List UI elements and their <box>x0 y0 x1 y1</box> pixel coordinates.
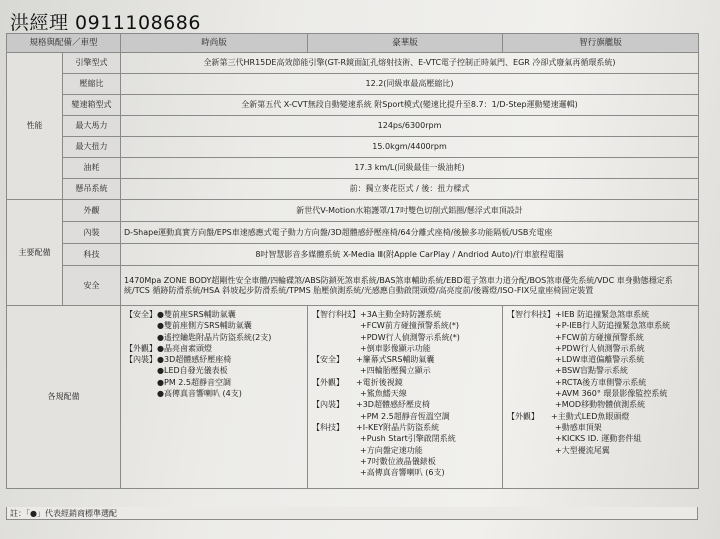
row-label: 最大馬力 <box>63 116 121 137</box>
equipment-item: +FCW前方碰撞預警系統 <box>507 332 644 342</box>
equipment-item: 【外觀】●晶亮鹵素頭燈 <box>125 343 212 353</box>
row-value: 全新第三代HR15DE高效節能引擎(GT-R鏡面缸孔熔射技術、E-VTC電子控制正時氣門、EGR 冷卻式廢氣再循環系統) <box>121 53 699 74</box>
equipment-item: ●LED自發光儀表板 <box>125 366 228 376</box>
table-row <box>7 200 699 222</box>
equipment-item: +LDW車道偏離警示系統 <box>507 355 645 365</box>
equipment-item: 【科技】 +I-KEY附晶片防盜系統 <box>312 422 440 432</box>
row-label: 油耗 <box>63 158 121 179</box>
table-row <box>7 74 699 95</box>
equipment-flagship <box>503 306 699 489</box>
header-spec-label: 規格與配備／車型 <box>7 34 121 53</box>
row-label: 最大扭力 <box>63 137 121 158</box>
row-value: 15.0kgm/4400rpm <box>121 137 699 158</box>
equipment-item: 【智行科技】+3A主動全時防護系統 <box>312 310 442 319</box>
table-row <box>7 137 699 158</box>
row-value: D-Shape運動真實方向盤/EPS車速感應式電子動力方向盤/3D超體感紓壓座椅/64分離式座椅/後臉多功能隔板/USB充電座 <box>121 222 699 244</box>
table-row <box>7 222 699 244</box>
equipment-item: 【內裝】 +3D超體感紓壓皮椅 <box>312 400 430 410</box>
spec-table <box>6 33 699 489</box>
row-label: 引擎型式 <box>63 53 121 74</box>
table-header-row <box>7 34 699 53</box>
equipment-item: +KICKS ID. 運動套件組 <box>507 434 642 444</box>
row-value: 8吋智慧影音多媒體系統 X-Media Ⅲ(附Apple CarPlay / Andriod Auto)/行車旅程電腦 <box>121 244 699 266</box>
row-value: 12.2(同級車最高壓縮比) <box>121 74 699 95</box>
equipment-item: +7吋數位液晶儀錶板 <box>312 456 436 466</box>
equipment-fashion <box>121 306 308 489</box>
table-row <box>7 244 699 266</box>
table-row <box>7 158 699 179</box>
equipment-item: +大型擾流尾翼 <box>507 445 610 455</box>
equipment-item: 【內裝】●3D超體感紓壓座椅 <box>125 355 232 365</box>
category-performance: 性能 <box>7 53 63 200</box>
equipment-item: ●遙控鑰匙附晶片防盜系統(2支) <box>125 332 272 342</box>
row-label: 壓縮比 <box>63 74 121 95</box>
equipment-item: +P-IEB行人防追撞緊急煞車系統 <box>507 321 671 331</box>
equipment-item: +鯊魚鰭天線 <box>312 389 407 399</box>
equipment-item: +AVM 360° 環景影像監控系統 <box>507 389 668 399</box>
equipment-item: +四輪胎壓獨立顯示 <box>312 366 431 376</box>
row-label: 安全 <box>63 266 121 306</box>
equipment-item: +倒車影像顯示功能 <box>312 343 431 353</box>
row-label: 變速箱型式 <box>63 95 121 116</box>
equipment-item: +高傳真音響喇叭 (6支) <box>312 468 445 478</box>
equipment-item: +MOD移動物體偵測系統 <box>507 400 646 410</box>
row-label: 內裝 <box>63 222 121 244</box>
equipment-item: 【外觀】 +電折後視鏡 <box>312 377 403 387</box>
row-value: 1470Mpa ZONE BODY超剛性安全車體/四輪碟煞/ABS防鎖死煞車系統/BAS煞車輔助系統/EBD電子煞車力道分配/BOS煞車優先系統/VDC 車身動態穩定系統/TCS 循跡防滑系統/HSA 斜坡起步防滑系統/TPMS 胎壓偵測系統/光感應自動啟閉頭燈/高亮度前/後霧燈/ISO-FIX兒童座椅固定裝置 <box>121 266 699 306</box>
equipment-item: +方向盤定速功能 <box>312 445 423 455</box>
table-row <box>7 306 699 489</box>
table-row <box>7 116 699 137</box>
footnote: 註：「●」代表經銷商標準選配 <box>6 507 698 520</box>
equipment-item: +PDW行人偵測警示系統(*) <box>312 332 460 342</box>
table-row <box>7 179 699 200</box>
row-label: 懸吊系統 <box>63 179 121 200</box>
equipment-item: +PDW行人偵測警示系統 <box>507 343 645 353</box>
equipment-item: ●雙前座側方SRS輔助氣囊 <box>125 321 252 331</box>
equipment-item: +BSW盲點警示系統 <box>507 366 629 376</box>
equipment-item: 【外觀】 +主動式LED魚眼頭燈 <box>507 411 630 421</box>
row-value: 124ps/6300rpm <box>121 116 699 137</box>
header-trim-fashion: 時尚版 <box>121 34 308 53</box>
header-trim-flagship: 智行旗艦版 <box>503 34 699 53</box>
equipment-item: +動感車頂架 <box>507 422 602 432</box>
equipment-item: ●高傳真音響喇叭 (4支) <box>125 389 242 399</box>
table-row <box>7 95 699 116</box>
header-trim-luxury: 豪華版 <box>308 34 503 53</box>
equipment-item: +FCW前方碰撞預警系統(*) <box>312 321 460 331</box>
row-value: 前：獨立麥花臣式 / 後：扭力樑式 <box>121 179 699 200</box>
contact-header: 洪經理 0911108686 <box>10 12 201 34</box>
equipment-item: 【安全】●雙前座SRS輔助氣囊 <box>125 310 236 319</box>
table-row <box>7 266 699 306</box>
equipment-item: 【安全】 +簾幕式SRS輔助氣囊 <box>312 355 435 365</box>
equipment-luxury <box>308 306 503 489</box>
row-value: 新世代V-Motion水箱護罩/17吋雙色切削式鋁圈/懸浮式車頂設計 <box>121 200 699 222</box>
table-row <box>7 53 699 74</box>
row-label: 科技 <box>63 244 121 266</box>
category-main-config: 主要配備 <box>7 200 63 306</box>
equipment-item: +RCTA後方車側警示系統 <box>507 377 647 387</box>
equipment-item: 【智行科技】+IEB 防追撞緊急煞車系統 <box>507 310 650 319</box>
row-value: 全新第五代 X-CVT無段自動變速系統 附Sport模式(變速比提升至8.7：1/D-Step運動變速邏輯) <box>121 95 699 116</box>
equipment-item: ●PM 2.5超靜音空調 <box>125 377 231 387</box>
equipment-item: +Push Start引擎啟閉系統 <box>312 434 456 444</box>
equipment-item: +PM 2.5超靜音恆溫空調 <box>312 411 450 421</box>
row-label: 外觀 <box>63 200 121 222</box>
category-equipment: 各規配備 <box>7 306 121 489</box>
row-value: 17.3 km/L(同級最佳一級油耗) <box>121 158 699 179</box>
